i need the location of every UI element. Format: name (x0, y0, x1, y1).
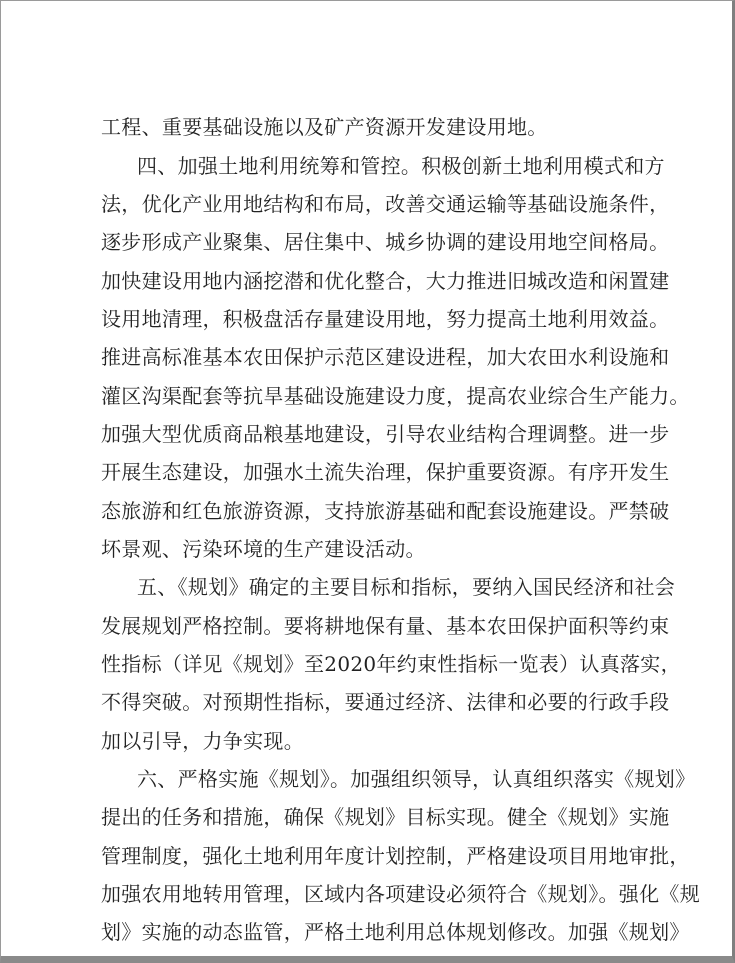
text-line-19: 提出的任务和措施，确保《规划》目标实现。健全《规划》实施 (101, 805, 670, 829)
text-line-11: 态旅游和红色旅游资源，支持旅游基础和配套设施建设。严禁破 (101, 499, 670, 523)
text-line-10: 开展生态建设，加强水土流失治理，保护重要资源。有序开发生 (101, 460, 670, 484)
text-line-6: 设用地清理，积极盘活存量建设用地，努力提高土地利用效益。 (101, 307, 670, 331)
text-line-13: 五、《规划》确定的主要目标和指标，要纳入国民经济和社会 (137, 575, 676, 599)
text-line-14: 发展规划严格控制。要将耕地保有量、基本农田保护面积等约束 (101, 614, 670, 638)
text-line-12: 坏景观、污染环境的生产建设活动。 (101, 537, 426, 561)
text-line-16: 不得突破。对预期性指标，要通过经济、法律和必要的行政手段 (101, 690, 670, 714)
text-line-3: 法，优化产业用地结构和布局，改善交通运输等基础设施条件， (101, 192, 670, 216)
text-line-22: 划》实施的动态监管，严格土地利用总体规划修改。加强《规划》 (101, 920, 690, 944)
text-line-7: 推进高标准基本农田保护示范区建设进程，加大农田水利设施和 (101, 345, 670, 369)
text-line-2: 四、加强土地利用统筹和管控。积极创新土地利用模式和方 (137, 154, 665, 178)
text-line-8: 灌区沟渠配套等抗旱基础设施建设力度，提高农业综合生产能力。 (101, 384, 690, 408)
text-line-9: 加强大型优质商品粮基地建设，引导农业结构合理调整。进一步 (101, 422, 670, 446)
text-line-1: 工程、重要基础设施以及矿产资源开发建设用地。 (101, 115, 548, 139)
text-line-4: 逐步形成产业聚集、居住集中、城乡协调的建设用地空间格局。 (101, 230, 670, 254)
text-line-18: 六、严格实施《规划》。加强组织领导，认真组织落实《规划》 (137, 767, 696, 791)
text-line-15: 性指标（详见《规划》至2020年约束性指标一览表）认真落实， (101, 652, 681, 676)
text-line-17: 加以引导，力争实现。 (101, 729, 304, 753)
text-line-5: 加快建设用地内涵挖潜和优化整合，大力推进旧城改造和闲置建 (101, 269, 670, 293)
text-line-20: 管理制度，强化土地利用年度计划控制，严格建设项目用地审批， (101, 844, 690, 868)
text-line-21: 加强农用地转用管理，区域内各项建设必须符合《规划》。强化《规 (101, 882, 700, 906)
